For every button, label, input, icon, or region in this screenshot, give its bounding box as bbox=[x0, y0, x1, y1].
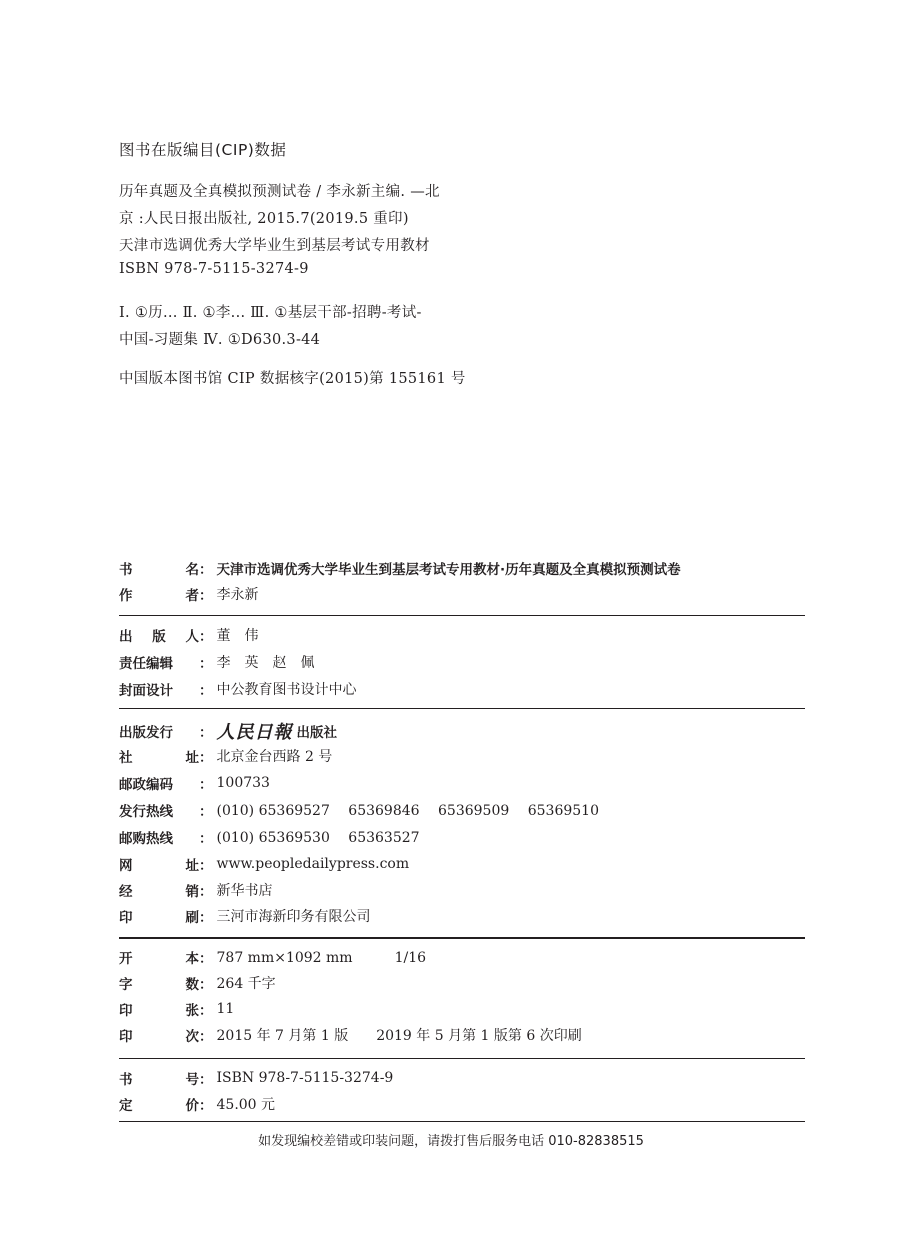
cover-design-row: 封面设计 ： 中公教育图书设计中心 bbox=[119, 678, 357, 700]
sheets-label: 印 张 bbox=[119, 1003, 199, 1019]
divider-1 bbox=[119, 615, 805, 616]
editor-label: 责任编辑 bbox=[119, 656, 173, 672]
cover-design-label: 封面设计 bbox=[119, 683, 173, 699]
edition-row: 印 次 ： 2015 年 7 月第 1 版 2019 年 5 月第 1 版第 6 次印刷 bbox=[119, 1024, 582, 1046]
mail-order-value: (010) 65369530 65363527 bbox=[216, 830, 420, 846]
publisher-person-label: 出 版 人 bbox=[119, 629, 199, 645]
sheets-row: 印 张 ： 11 bbox=[119, 1001, 235, 1019]
distribution-label: 出版发行 bbox=[119, 725, 173, 741]
book-name-row: 书 名 ： 天津市选调优秀大学毕业生到基层考试专用教材·历年真题及全真模拟预测试卷 bbox=[119, 557, 681, 579]
seller-row: 经 销 ： 新华书店 bbox=[119, 879, 273, 901]
book-name-value: 天津市选调优秀大学毕业生到基层考试专用教材·历年真题及全真模拟预测试卷 bbox=[216, 562, 681, 578]
publisher-person-value: 董 伟 bbox=[216, 628, 259, 644]
hotline-value: (010) 65369527 65369846 65369509 65369510 bbox=[216, 803, 599, 819]
divider-2 bbox=[119, 708, 805, 709]
editor-row: 责任编辑 ： 李 英 赵 佩 bbox=[119, 651, 315, 673]
book-name-label: 书 名 bbox=[119, 562, 199, 578]
price-row: 定 价 ： 45.00 元 bbox=[119, 1093, 275, 1115]
format-value: 787 mm×1092 mm 1/16 bbox=[216, 950, 427, 966]
publisher-person-row: 出 版 人 ： 董 伟 bbox=[119, 624, 259, 646]
after-sales-notice: 如发现编校差错或印装问题，请拨打售后服务电话 010-82838515 bbox=[258, 1134, 644, 1149]
edition-value: 2015 年 7 月第 1 版 2019 年 5 月第 1 版第 6 次印刷 bbox=[216, 1028, 582, 1044]
author-value: 李永新 bbox=[216, 587, 259, 603]
edition-label: 印 次 bbox=[119, 1029, 199, 1045]
printer-value: 三河市海新印务有限公司 bbox=[216, 909, 371, 925]
price-label: 定 价 bbox=[119, 1098, 199, 1114]
cip-line-1: 历年真题及全真模拟预测试卷 / 李永新主编. —北 bbox=[119, 184, 440, 200]
mail-order-row: 邮购热线 ： (010) 65369530 65363527 bbox=[119, 826, 420, 848]
format-row: 开 本 ： 787 mm×1092 mm 1/16 bbox=[119, 946, 426, 968]
address-value: 北京金台西路 2 号 bbox=[216, 749, 333, 765]
mail-order-label: 邮购热线 bbox=[119, 831, 173, 847]
cip-title: 图书在版编目(CIP)数据 bbox=[119, 141, 287, 159]
divider-4 bbox=[119, 1058, 805, 1059]
printer-label: 印 刷 bbox=[119, 910, 199, 926]
printer-row: 印 刷 ： 三河市海新印务有限公司 bbox=[119, 905, 371, 927]
isbn-label: 书 号 bbox=[119, 1072, 199, 1088]
cip-line-2: 京 :人民日报出版社, 2015.7(2019.5 重印) bbox=[119, 211, 409, 227]
postcode-value: 100733 bbox=[216, 775, 270, 791]
cip-line-3: 天津市选调优秀大学毕业生到基层考试专用教材 bbox=[119, 238, 430, 254]
word-count-value: 264 千字 bbox=[216, 976, 276, 992]
address-label: 社 址 bbox=[119, 750, 199, 766]
address-row: 社 址 ： 北京金台西路 2 号 bbox=[119, 745, 332, 767]
cip-line-7: 中国版本图书馆 CIP 数据核字(2015)第 155161 号 bbox=[119, 371, 466, 387]
publisher-logo-suffix: 出版社 bbox=[296, 725, 337, 741]
divider-3 bbox=[119, 937, 805, 939]
author-label: 作 者 bbox=[119, 588, 199, 604]
cover-design-value: 中公教育图书设计中心 bbox=[216, 682, 357, 698]
editor-value: 李 英 赵 佩 bbox=[216, 655, 315, 671]
format-label: 开 本 bbox=[119, 951, 199, 967]
cip-line-4: ISBN 978-7-5115-3274-9 bbox=[119, 261, 309, 277]
seller-label: 经 销 bbox=[119, 884, 199, 900]
cip-line-5: Ⅰ. ①历... Ⅱ. ①李... Ⅲ. ①基层干部-招聘-考试- bbox=[119, 305, 422, 321]
isbn-row: 书 号 ： ISBN 978-7-5115-3274-9 bbox=[119, 1070, 394, 1088]
cip-line-6: 中国-习题集 Ⅳ. ①D630.3-44 bbox=[119, 332, 321, 348]
postcode-row: 邮政编码 ： 100733 bbox=[119, 775, 270, 793]
price-value: 45.00 元 bbox=[216, 1097, 276, 1113]
website-value: www.peopledailypress.com bbox=[216, 856, 410, 872]
publisher-logo: 人民日報 bbox=[216, 722, 293, 743]
postcode-label: 邮政编码 bbox=[119, 777, 173, 793]
hotline-row: 发行热线 ： (010) 65369527 65369846 65369509 65369510 bbox=[119, 799, 599, 821]
website-row: 网 址 ： www.peopledailypress.com bbox=[119, 856, 410, 874]
author-row: 作 者 ： 李永新 bbox=[119, 583, 259, 605]
sheets-value: 11 bbox=[216, 1001, 235, 1017]
word-count-label: 字 数 bbox=[119, 977, 199, 993]
seller-value: 新华书店 bbox=[216, 883, 273, 899]
hotline-label: 发行热线 bbox=[119, 804, 173, 820]
website-label: 网 址 bbox=[119, 858, 199, 874]
word-count-row: 字 数 ： 264 千字 bbox=[119, 972, 276, 994]
divider-5 bbox=[119, 1121, 805, 1122]
distribution-row: 出版发行 ： 人民日報 出版社 bbox=[119, 718, 337, 744]
isbn-value: ISBN 978-7-5115-3274-9 bbox=[216, 1070, 394, 1086]
